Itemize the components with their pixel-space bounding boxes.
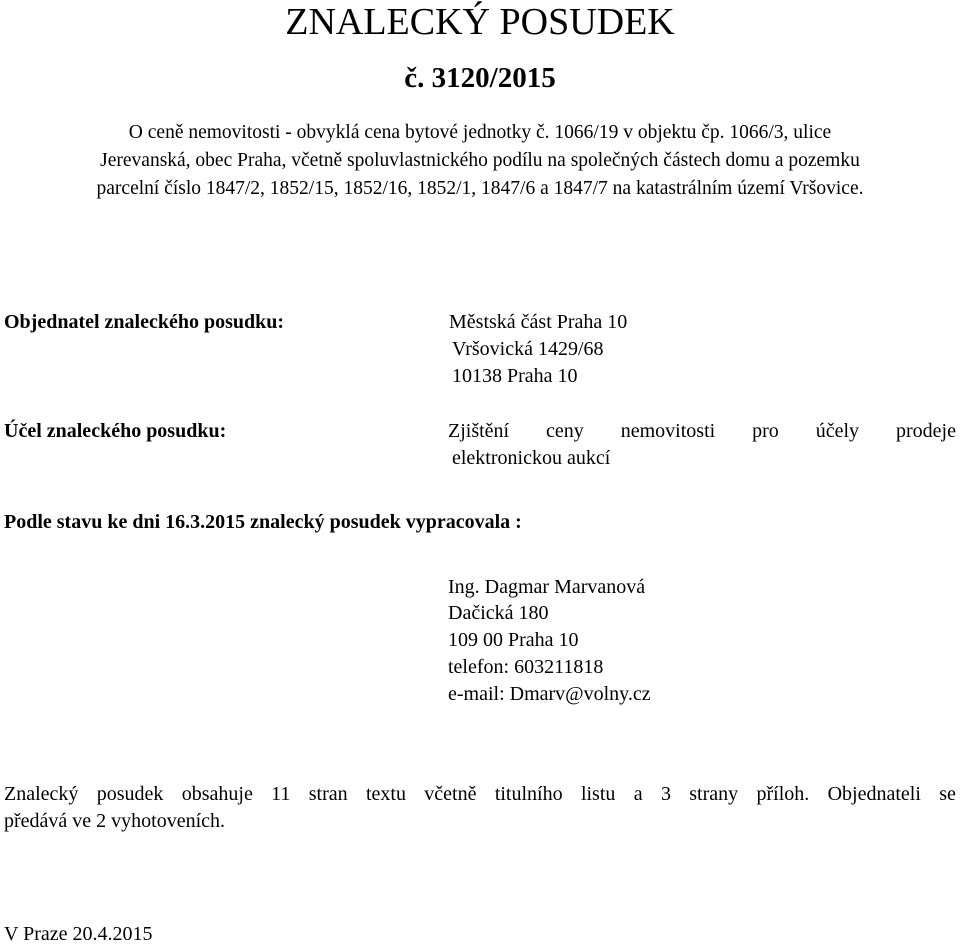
document-number: č. 3120/2015 bbox=[404, 62, 556, 94]
subject-line: parcelní číslo 1847/2, 1852/15, 1852/16, 1852/1, 1847/6 a 1847/7 na katastrálním území Vršovice. bbox=[96, 178, 864, 199]
place-date: V Praze 20.4.2015 bbox=[4, 923, 153, 945]
summary-word: 11 bbox=[271, 783, 291, 805]
client-city: 10138 Praha 10 bbox=[452, 365, 578, 387]
summary-word: a bbox=[633, 783, 643, 805]
client-name: Městská část Praha 10 bbox=[449, 311, 628, 333]
summary-word: strany bbox=[689, 783, 739, 805]
summary-word: se bbox=[939, 783, 956, 805]
summary-word: příloh. bbox=[756, 783, 810, 805]
client-street: Vršovická 1429/68 bbox=[452, 338, 604, 360]
summary-word: Znalecký bbox=[4, 783, 79, 805]
subject-paragraph bbox=[0, 119, 960, 203]
purpose-word: prodeje bbox=[896, 420, 956, 442]
summary-word: obsahuje bbox=[181, 783, 253, 805]
summary-word: Objednateli bbox=[827, 783, 921, 805]
purpose-word: účely bbox=[815, 420, 860, 442]
expert-phone: telefon: 603211818 bbox=[448, 656, 604, 678]
purpose-word: nemovitosti bbox=[620, 420, 716, 442]
summary-word: včetně bbox=[424, 783, 477, 805]
subject-line: O ceně nemovitosti - obvyklá cena bytové jednotky č. 1066/19 v objektu čp. 1066/3, ulice bbox=[128, 122, 832, 143]
summary-word: listu bbox=[580, 783, 616, 805]
purpose-label: Účel znaleckého posudku: bbox=[4, 420, 227, 442]
prepared-by-label: Podle stavu ke dni 16.3.2015 znalecký posudek vypracovala : bbox=[4, 511, 522, 533]
summary-line bbox=[4, 781, 956, 807]
purpose-line bbox=[448, 418, 956, 444]
expert-city: 109 00 Praha 10 bbox=[448, 629, 579, 651]
summary-line-2: předává ve 2 vyhotoveních. bbox=[4, 810, 226, 832]
expert-street: Dačická 180 bbox=[448, 602, 549, 624]
summary-word: textu bbox=[365, 783, 406, 805]
summary-word: stran bbox=[308, 783, 348, 805]
purpose-line-2: elektronickou aukcí bbox=[452, 447, 611, 469]
expert-email: e-mail: Dmarv@volny.cz bbox=[448, 683, 651, 705]
expert-name: Ing. Dagmar Marvanová bbox=[448, 576, 646, 598]
client-label: Objednatel znaleckého posudku: bbox=[4, 311, 285, 333]
subject-line: Jerevanská, obec Praha, včetně spoluvlastnického podílu na společných částech domu a pozemku bbox=[100, 150, 860, 171]
summary-word: titulního bbox=[494, 783, 563, 805]
summary-word: posudek bbox=[96, 783, 164, 805]
summary-word: 3 bbox=[660, 783, 671, 805]
purpose-word: ceny bbox=[546, 420, 584, 442]
document-title: ZNALECKÝ POSUDEK bbox=[285, 1, 675, 43]
purpose-word: pro bbox=[752, 420, 779, 442]
purpose-word: Zjištění bbox=[448, 420, 510, 442]
